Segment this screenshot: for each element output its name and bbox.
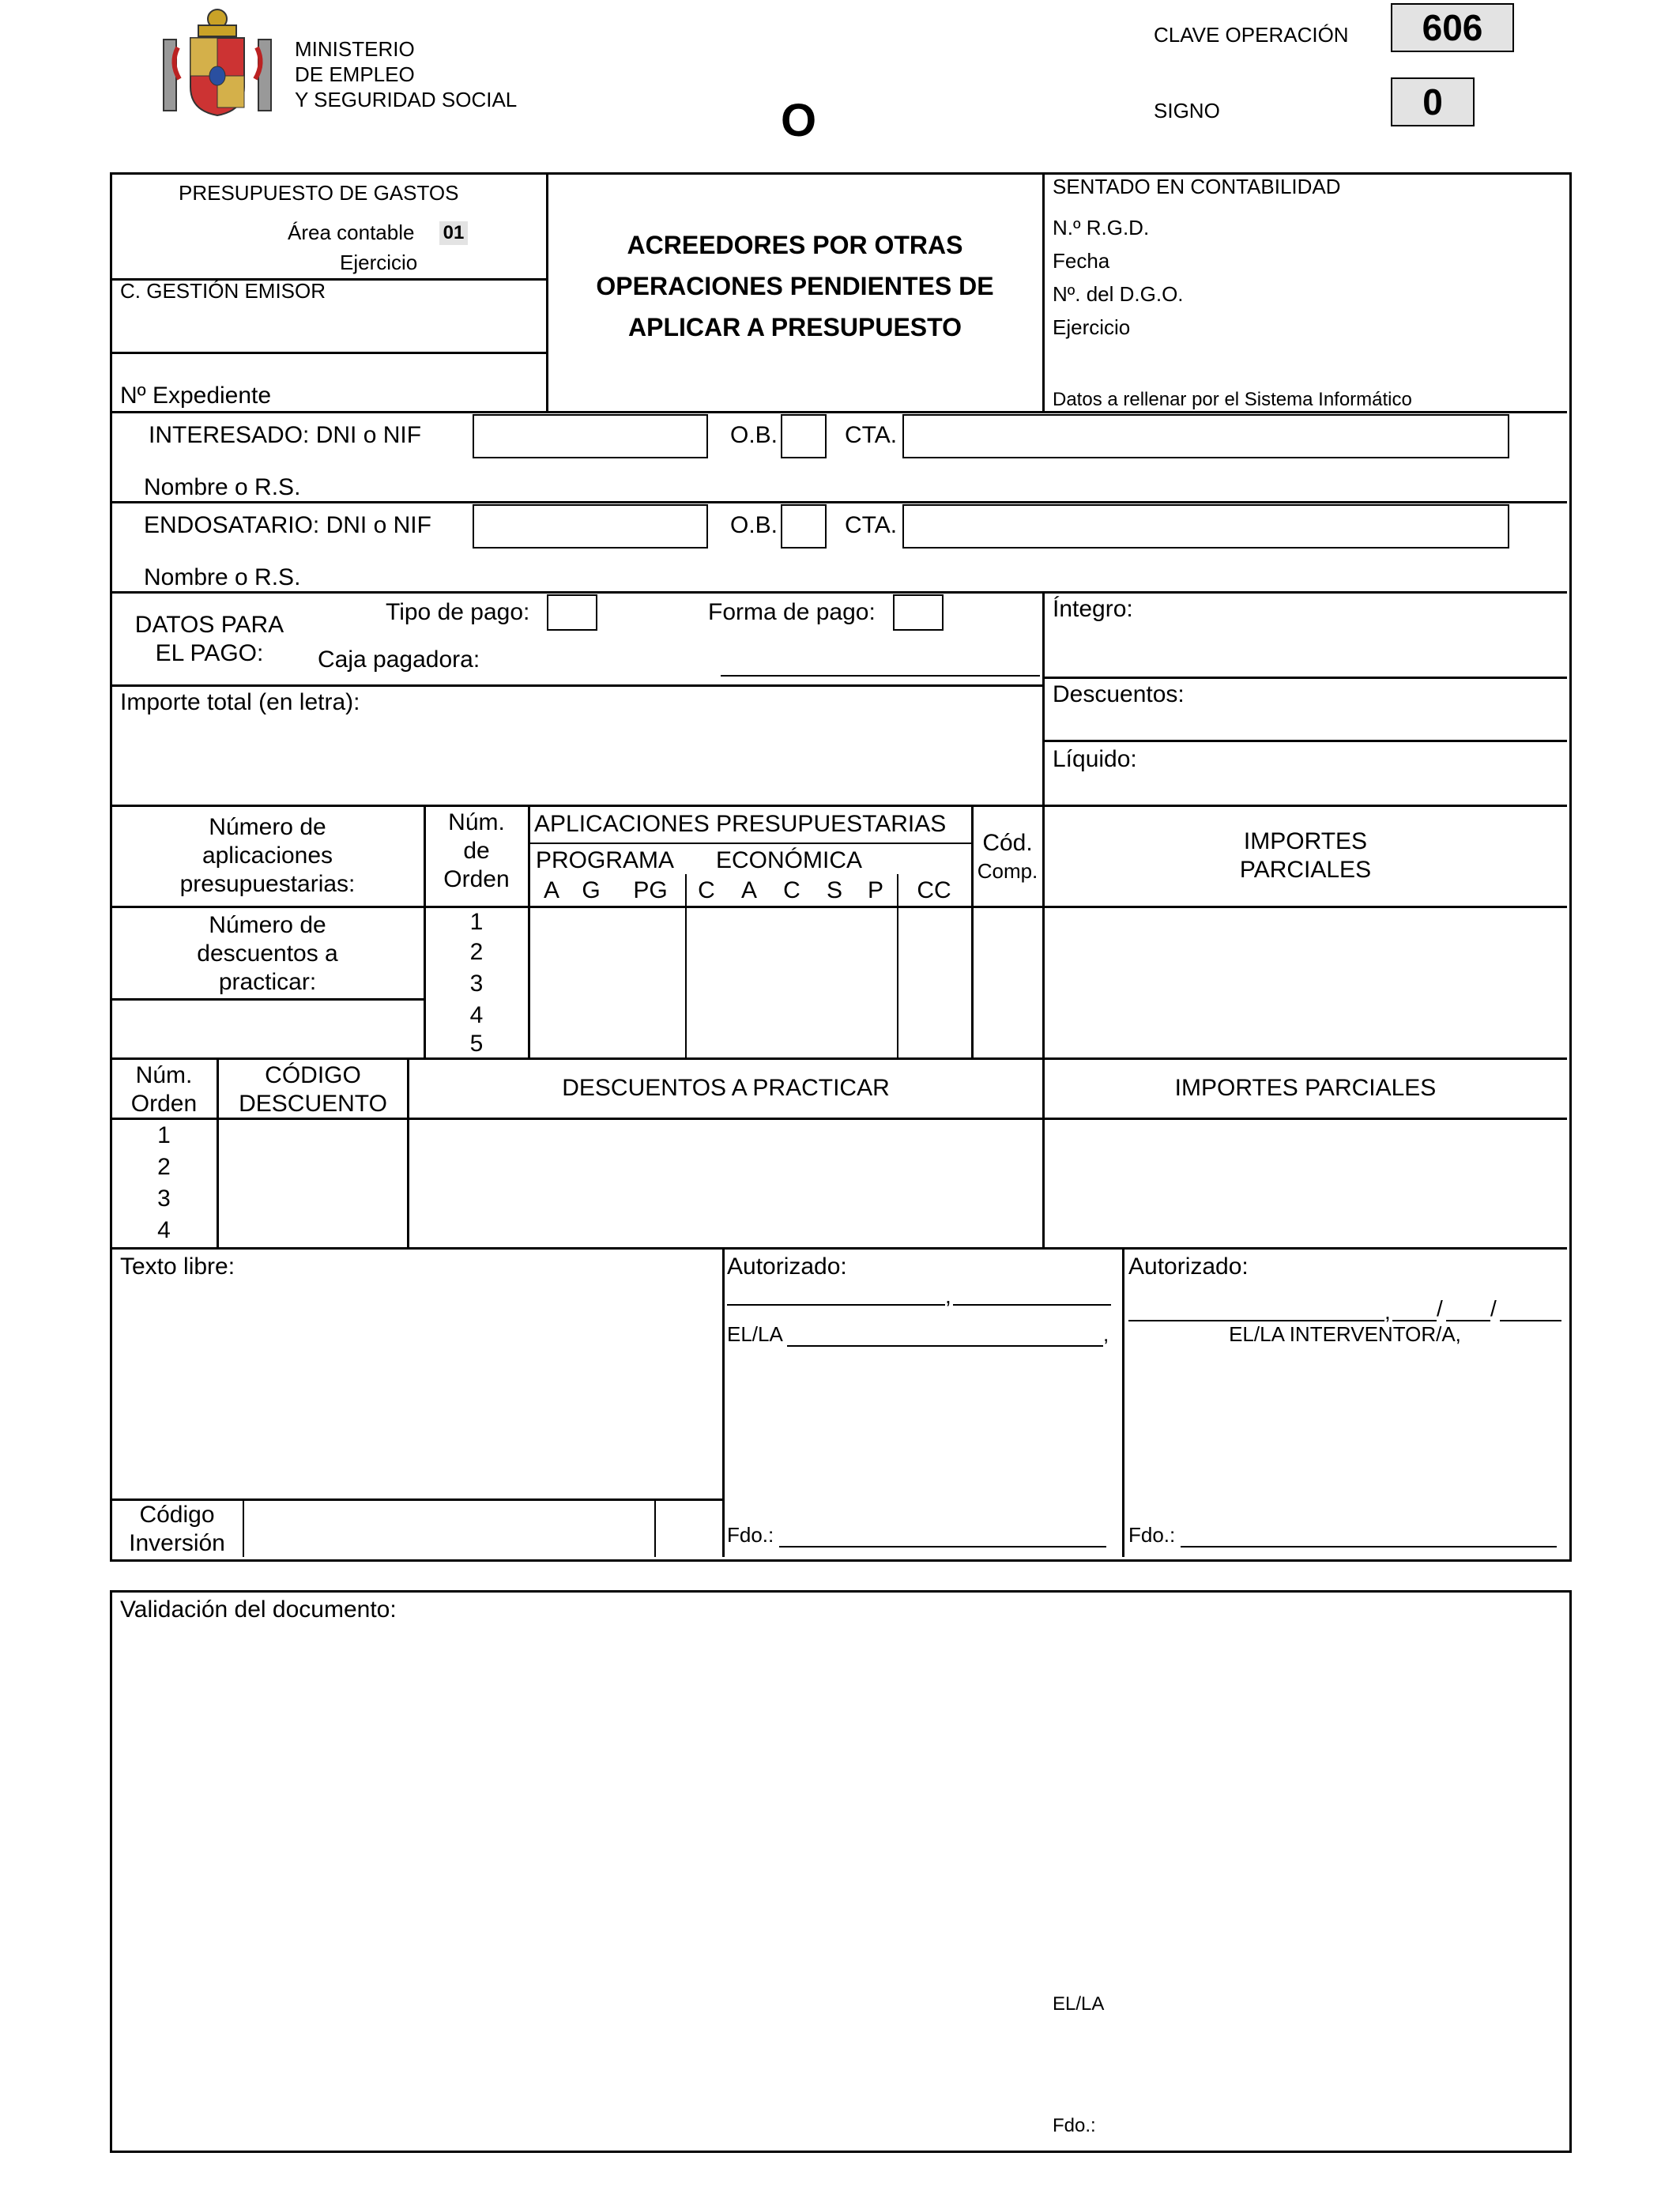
programa-label: PROGRAMA: [536, 847, 675, 873]
datos-pago-label-1: DATOS PARA: [134, 612, 284, 638]
liquido-label: Líquido:: [1053, 746, 1137, 772]
forma-pago-label: Forma de pago:: [708, 599, 876, 625]
clave-operacion-label: CLAVE OPERACIÓN: [1154, 23, 1349, 47]
interventor-place-line[interactable]: [1128, 1320, 1384, 1321]
ella-name-line[interactable]: [787, 1345, 1103, 1347]
interesado-label: INTERESADO: DNI o NIF: [149, 422, 422, 448]
rgd-label: N.º R.G.D.: [1053, 216, 1150, 239]
presupuesto-label: PRESUPUESTO DE GASTOS: [179, 181, 459, 205]
tipo-pago-label: Tipo de pago:: [386, 599, 530, 625]
ministry-line-2: DE EMPLEO: [295, 62, 415, 86]
autorizado-place-line[interactable]: [727, 1304, 945, 1306]
tipo-pago-input[interactable]: [547, 594, 597, 631]
divider: [685, 874, 687, 1059]
caja-pagadora-label: Caja pagadora:: [318, 647, 480, 673]
divider: [1042, 740, 1567, 742]
validacion-label: Validación del documento:: [120, 1596, 397, 1623]
date-day-line[interactable]: [1392, 1320, 1437, 1321]
cod-comp-label-2: Comp.: [977, 859, 1038, 883]
descuento-row-num-3: 3: [157, 1186, 171, 1212]
coat-of-arms-icon: [162, 8, 273, 119]
aplicacion-row-num-4: 4: [469, 1002, 484, 1028]
interventor-label: EL/LA INTERVENTOR/A,: [1229, 1322, 1461, 1346]
divider: [528, 806, 530, 1059]
codigo-descuento-label-2: DESCUENTO: [239, 1091, 387, 1117]
codigo-inversion-label-1: Código: [139, 1502, 215, 1528]
num-descuentos-label-1: Número de: [209, 912, 326, 938]
fdo-line-1[interactable]: [779, 1546, 1106, 1547]
interesado-cta-input[interactable]: [902, 414, 1509, 458]
divider: [111, 591, 1567, 594]
ministry-line-3: Y SEGURIDAD SOCIAL: [295, 88, 518, 111]
num-aplicaciones-label-3: presupuestarias:: [179, 871, 356, 897]
column-cc: CC: [917, 877, 951, 903]
date-month-line[interactable]: [1446, 1320, 1490, 1321]
num-aplicaciones-label-1: Número de: [209, 814, 326, 840]
divider: [111, 411, 1567, 413]
ministry-line-1: MINISTERIO: [295, 37, 415, 61]
endosatario-dni-input[interactable]: [473, 504, 708, 548]
caja-pagadora-line[interactable]: [721, 675, 1040, 677]
clave-operacion-value: 606: [1391, 3, 1514, 52]
sistema-informatico-note: Datos a rellenar por el Sistema Informático: [1053, 389, 1412, 410]
endosatario-cta-input[interactable]: [902, 504, 1509, 548]
num-aplicaciones-label-2: aplicaciones: [202, 843, 333, 869]
contabilidad-title: SENTADO EN CONTABILIDAD: [1053, 175, 1341, 198]
validacion-ella-label: EL/LA: [1053, 1993, 1105, 2015]
endosatario-nombre-label: Nombre o R.S.: [144, 564, 301, 590]
column-pg: PG: [633, 877, 668, 903]
descuento-row-num-2: 2: [157, 1154, 171, 1180]
divider: [111, 906, 1567, 908]
ejercicio-label: Ejercicio: [340, 251, 418, 274]
fdo-line-2[interactable]: [1181, 1546, 1557, 1547]
desc-importes-parciales-title: IMPORTES PARCIALES: [1174, 1075, 1437, 1101]
endosatario-label: ENDOSATARIO: DNI o NIF: [144, 512, 431, 538]
divider: [111, 998, 424, 1001]
forma-pago-input[interactable]: [893, 594, 944, 631]
date-sep-2: /: [1490, 1296, 1497, 1321]
divider: [1122, 1249, 1124, 1557]
cod-comp-label-1: Cód.: [982, 830, 1033, 856]
aplicaciones-title: APLICACIONES PRESUPUESTARIAS: [534, 811, 947, 837]
ejercicio-contab-label: Ejercicio: [1053, 315, 1131, 339]
divider: [111, 1057, 1567, 1060]
area-contable-label: Área contable: [288, 221, 415, 244]
area-contable-value: 01: [439, 221, 468, 245]
interesado-dni-input[interactable]: [473, 414, 708, 458]
divider: [111, 684, 1044, 687]
codigo-inversion-label-2: Inversión: [129, 1530, 225, 1556]
endosatario-ob-label: O.B.: [730, 512, 778, 538]
importe-letra-label: Importe total (en letra):: [120, 689, 360, 715]
autorizado-date-line[interactable]: [953, 1304, 1111, 1306]
endosatario-cta-label: CTA.: [845, 512, 898, 538]
fdo-label-1: Fdo.:: [727, 1523, 774, 1547]
descuento-row-num-4: 4: [157, 1217, 171, 1243]
economica-label: ECONÓMICA: [716, 847, 863, 873]
expediente-label: Nº Expediente: [120, 383, 272, 409]
divider: [111, 1247, 1567, 1250]
num-orden-label-1: Núm.: [448, 809, 505, 835]
signo-label: SIGNO: [1154, 99, 1220, 123]
interesado-ob-input[interactable]: [781, 414, 827, 458]
divider: [1042, 174, 1045, 413]
center-letter: O: [781, 95, 817, 146]
divider: [1042, 677, 1567, 679]
interesado-cta-label: CTA.: [845, 422, 898, 448]
signo-value: 0: [1391, 77, 1475, 126]
validacion-frame: [110, 1590, 1572, 2153]
num-orden-label-2: de: [463, 838, 490, 864]
gestion-emisor-label: C. GESTIÓN EMISOR: [120, 279, 326, 303]
divider: [1042, 593, 1045, 806]
descuento-row-num-1: 1: [157, 1122, 171, 1148]
fecha-label: Fecha: [1053, 249, 1110, 273]
interesado-nombre-label: Nombre o R.S.: [144, 474, 301, 500]
divider: [111, 352, 547, 354]
integro-label: Íntegro:: [1053, 596, 1133, 622]
desc-num-orden-label-1: Núm.: [135, 1062, 193, 1088]
importes-parciales-label-2: PARCIALES: [1239, 857, 1372, 883]
date-comma: ,: [1384, 1299, 1391, 1324]
codigo-inversion-input[interactable]: [244, 1500, 654, 1557]
datos-pago-label-2: EL PAGO:: [155, 640, 264, 666]
descuentos-practicar-title: DESCUENTOS A PRACTICAR: [562, 1075, 890, 1101]
column-c: C: [698, 877, 715, 903]
endosatario-ob-input[interactable]: [781, 504, 827, 548]
importes-parciales-label-1: IMPORTES: [1243, 828, 1368, 854]
column-c2: C: [783, 877, 800, 903]
fdo-label-2: Fdo.:: [1128, 1523, 1176, 1547]
column-p: P: [867, 877, 883, 903]
num-descuentos-label-3: practicar:: [218, 969, 317, 995]
aplicacion-row-num-3: 3: [469, 971, 484, 997]
column-s: S: [826, 877, 842, 903]
autorizado-label-1: Autorizado:: [727, 1253, 847, 1280]
autorizado-comma-1: ,: [945, 1284, 951, 1308]
dgo-label: Nº. del D.G.O.: [1053, 282, 1184, 306]
form-title-line-2: OPERACIONES PENDIENTES DE: [596, 272, 994, 300]
divider: [897, 874, 898, 1059]
aplicacion-row-num-5: 5: [469, 1031, 484, 1057]
date-year-line[interactable]: [1500, 1320, 1561, 1321]
codigo-descuento-label-1: CÓDIGO: [265, 1062, 361, 1088]
divider: [111, 805, 1567, 807]
autorizado-label-2: Autorizado:: [1128, 1253, 1249, 1280]
divider: [529, 843, 971, 844]
column-g: G: [582, 877, 601, 903]
form-title-line-1: ACREEDORES POR OTRAS: [627, 231, 963, 259]
ella-comma-1: ,: [1103, 1322, 1109, 1346]
num-orden-label-3: Orden: [443, 866, 510, 892]
validacion-fdo-label: Fdo.:: [1053, 2115, 1096, 2136]
interesado-ob-label: O.B.: [730, 422, 778, 448]
aplicacion-row-num-1: 1: [469, 909, 484, 935]
divider: [654, 1500, 656, 1557]
column-a2: A: [740, 877, 757, 903]
divider: [111, 501, 1567, 503]
date-sep-1: /: [1437, 1296, 1443, 1321]
num-descuentos-label-2: descuentos a: [197, 941, 338, 967]
descuentos-label: Descuentos:: [1053, 681, 1185, 707]
column-a: A: [543, 877, 559, 903]
aplicacion-row-num-2: 2: [469, 939, 484, 965]
divider: [722, 1249, 725, 1557]
form-title-line-3: APLICAR A PRESUPUESTO: [628, 313, 962, 341]
desc-num-orden-label-2: Orden: [130, 1091, 198, 1117]
ella-label-1: EL/LA: [727, 1322, 783, 1346]
texto-libre-label: Texto libre:: [120, 1253, 235, 1280]
